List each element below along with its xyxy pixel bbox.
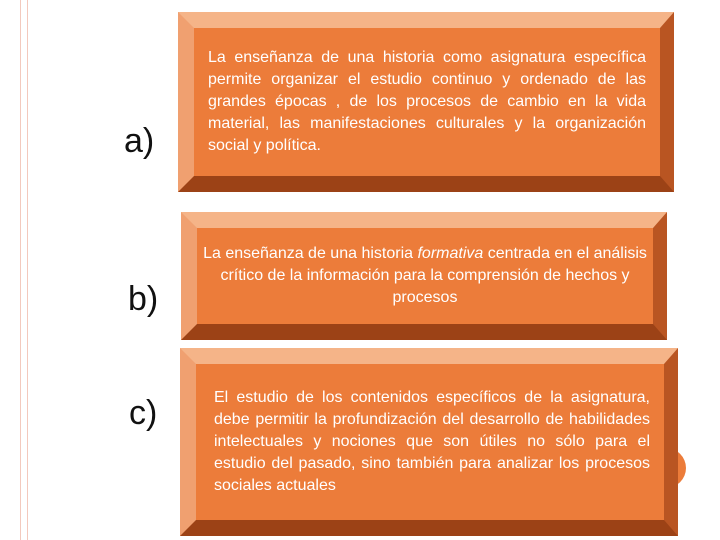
option-text-a: La enseñanza de una historia como asignatura específica permite organizar el estudio continuo y ordenado de las grandes épocas , de los procesos de cambio en la vida material, las manifestaciones culturales y la organización social y política. [208, 49, 646, 154]
option-text-b [197, 243, 653, 309]
option-box-b [181, 212, 667, 340]
slide-border-rule [20, 0, 28, 540]
option-text-c: El estudio de los contenidos específicos de la asignatura, debe permitir la profundización del desarrollo de habilidades intelectuales y nociones que son útiles no sólo para el estudio del pasado, sino también para analizar los procesos sociales actuales [214, 389, 650, 494]
option-label-b: b) [128, 280, 159, 318]
option-text-b-part1: La enseñanza de una historia [203, 245, 418, 262]
option-label-c: c) [129, 394, 158, 432]
option-box-c [180, 348, 678, 536]
option-text-b-emphasis: formativa [417, 245, 484, 262]
option-box-a [178, 12, 674, 192]
option-label-a: a) [124, 122, 155, 160]
option-text-b-part2: centrada en el análisis crítico de la información para la comprensión de hechos y procesos [220, 245, 647, 306]
